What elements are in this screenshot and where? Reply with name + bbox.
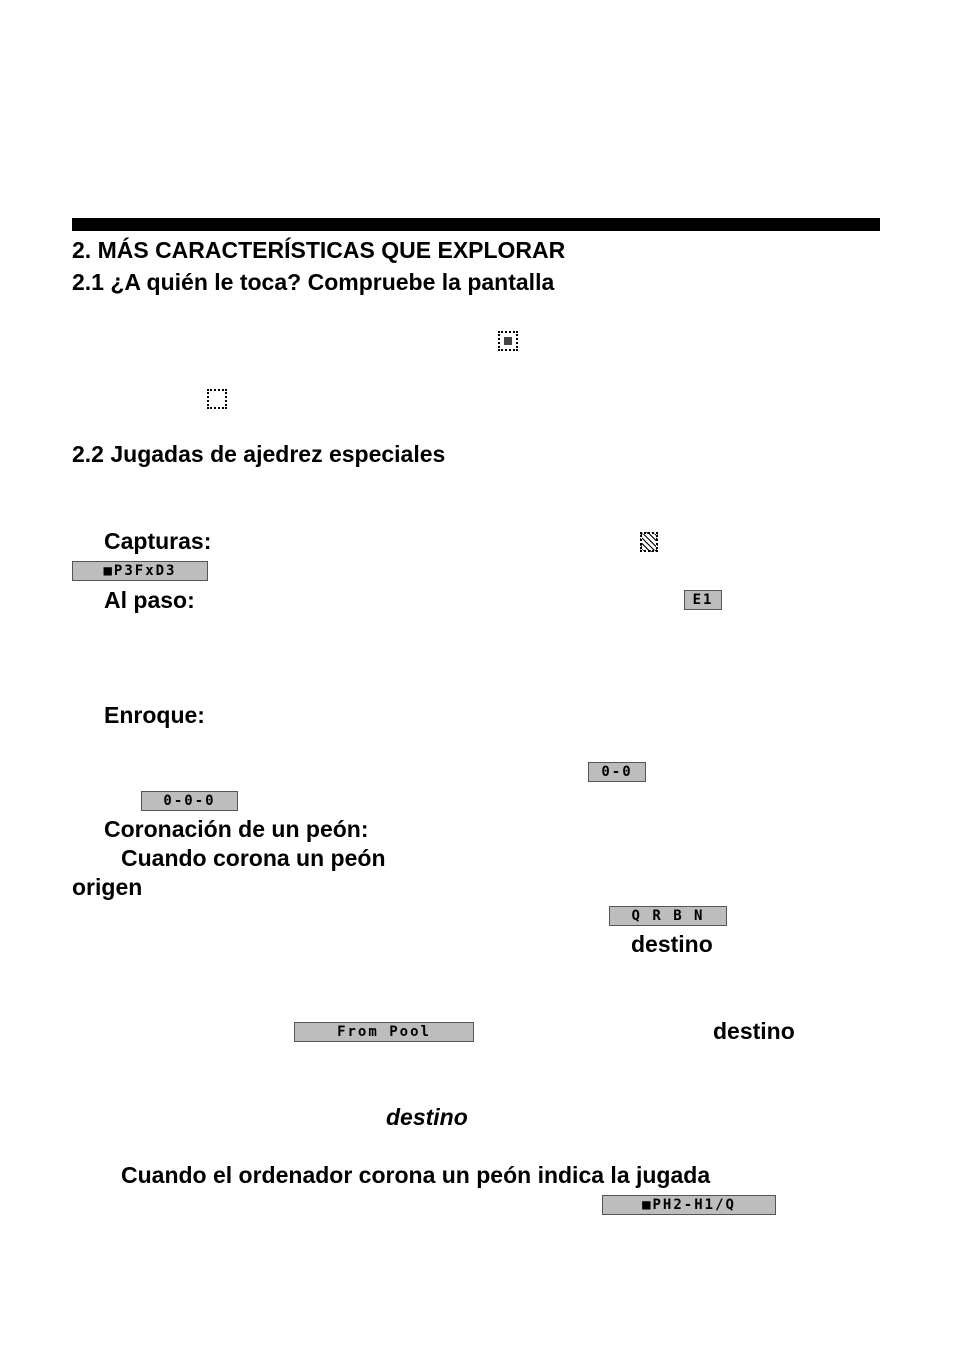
castle-long-display: 0-0-0 bbox=[141, 791, 238, 811]
capture-move-display: ■P3FxD3 bbox=[72, 561, 208, 581]
castling-label: Enroque: bbox=[104, 702, 205, 728]
computer-promotes-text: Cuando el ordenador corona un peón indica la jugada bbox=[121, 1162, 711, 1188]
origin-text: origen bbox=[72, 874, 143, 900]
en-passant-label: Al paso: bbox=[104, 587, 195, 613]
castle-short-display: 0-0 bbox=[588, 762, 646, 782]
destination-text-1: destino bbox=[631, 931, 713, 957]
white-turn-indicator-icon bbox=[207, 389, 227, 409]
destination-text-2: destino bbox=[713, 1018, 795, 1044]
section-divider-bar bbox=[72, 218, 880, 231]
destination-text-italic: destino bbox=[386, 1104, 468, 1130]
en-passant-display: E1 bbox=[684, 590, 722, 610]
captures-label: Capturas: bbox=[104, 528, 212, 554]
promotion-when-text: Cuando corona un peón bbox=[121, 845, 386, 871]
black-turn-indicator-icon bbox=[498, 331, 518, 351]
section-heading: 2. MÁS CARACTERÍSTICAS QUE EXPLORAR bbox=[72, 237, 566, 263]
subsection-heading-special: 2.2 Jugadas de ajedrez especiales bbox=[72, 441, 446, 467]
promotion-pieces-display: Q R B N bbox=[609, 906, 727, 926]
from-pool-display: From Pool bbox=[294, 1022, 474, 1042]
promotion-label: Coronación de un peón: bbox=[104, 816, 369, 842]
capture-x-icon bbox=[640, 532, 658, 552]
subsection-heading-turn: 2.1 ¿A quién le toca? Compruebe la pantalla bbox=[72, 269, 555, 295]
computer-move-display: ■PH2-H1/Q bbox=[602, 1195, 776, 1215]
